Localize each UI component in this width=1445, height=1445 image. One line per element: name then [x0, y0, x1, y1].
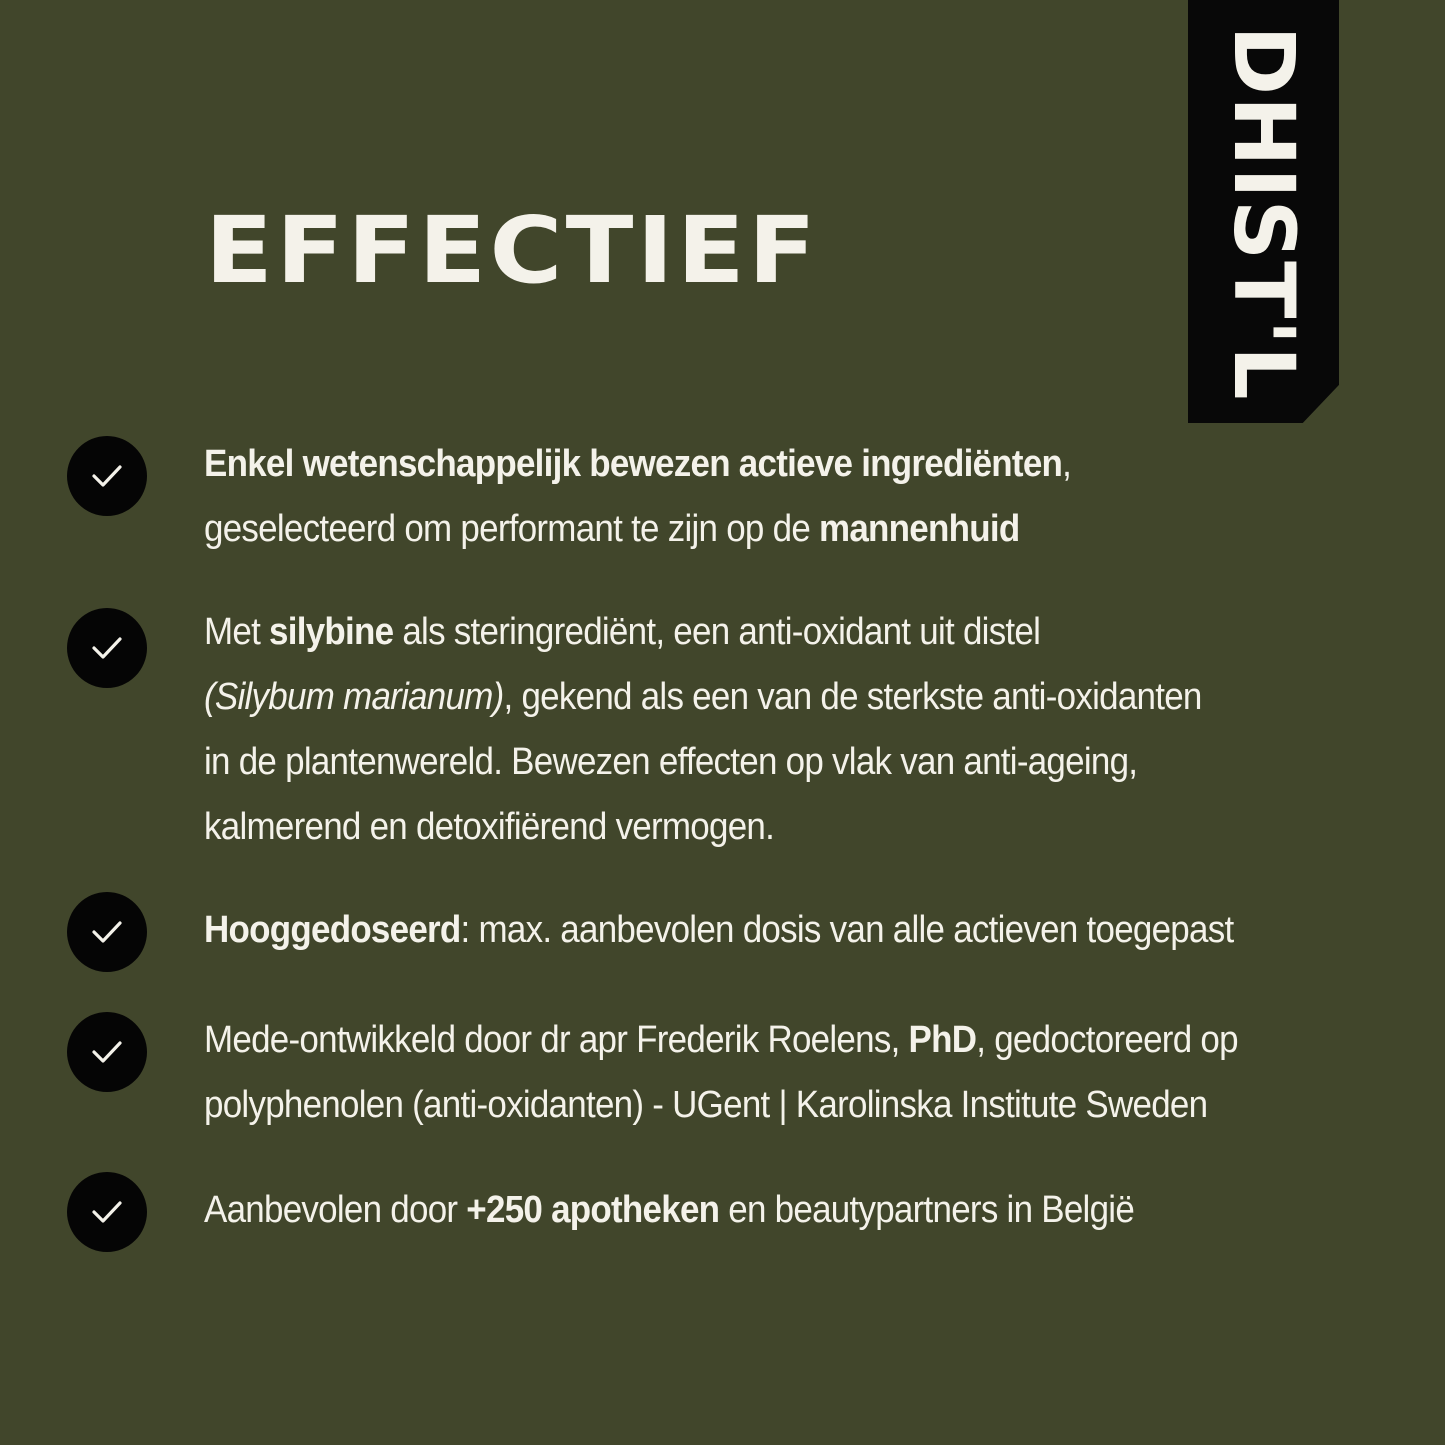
benefit-text [204, 1008, 1238, 1138]
checkmark-icon [67, 1172, 147, 1252]
benefit-text-segment: mannenhuid [819, 508, 1020, 550]
benefit-text-segment: Aanbevolen door [204, 1189, 467, 1231]
benefit-text [204, 898, 1234, 963]
benefit-text-segment: +250 apotheken [466, 1189, 720, 1231]
checkmark-icon [67, 608, 147, 688]
benefit-text-segment: , gedoctoreerd op [976, 1019, 1238, 1061]
benefit-text-segment: in de plantenwereld. Bewezen effecten op vlak van anti-ageing, [204, 741, 1138, 783]
page-title: EFFECTIEF [205, 197, 820, 304]
benefit-text-segment: kalmerend en detoxifiërend vermogen. [204, 806, 775, 848]
benefit-text-segment: , [1062, 443, 1072, 485]
checkmark-icon [67, 892, 147, 972]
benefit-text-segment: : max. aanbevolen dosis van alle actieven toegepast [460, 909, 1234, 951]
benefit-text [204, 1178, 1234, 1243]
checkmark-icon [67, 1012, 147, 1092]
benefit-text-segment: en beautypartners in België [719, 1189, 1135, 1231]
benefit-text-segment: PhD [908, 1019, 977, 1061]
benefit-text-segment: Hooggedoseerd [204, 909, 461, 951]
benefit-text-segment: , gekend als een van de sterkste anti-oxidanten [503, 676, 1202, 718]
benefit-text-segment: geselecteerd om performant te zijn op de [204, 508, 820, 550]
benefit-text-segment: polyphenolen (anti-oxidanten) - UGent | Karolinska Institute Sweden [204, 1084, 1208, 1126]
benefit-text-segment: Enkel wetenschappelijk bewezen actieve ingrediënten [204, 443, 1063, 485]
benefit-text-segment: Met [204, 611, 270, 653]
benefit-text-segment: als steringrediënt, een anti-oxidant uit distel [393, 611, 1041, 653]
benefit-text [204, 432, 1234, 562]
benefit-text-segment: Mede-ontwikkeld door dr apr Frederik Roelens, [204, 1019, 909, 1061]
benefit-text-segment: silybine [269, 611, 394, 653]
benefit-text-segment: (Silybum marianum) [204, 676, 504, 718]
checkmark-icon [67, 436, 147, 516]
brand-logo: DHIST'L [1215, 25, 1313, 401]
benefit-text [204, 600, 1234, 860]
